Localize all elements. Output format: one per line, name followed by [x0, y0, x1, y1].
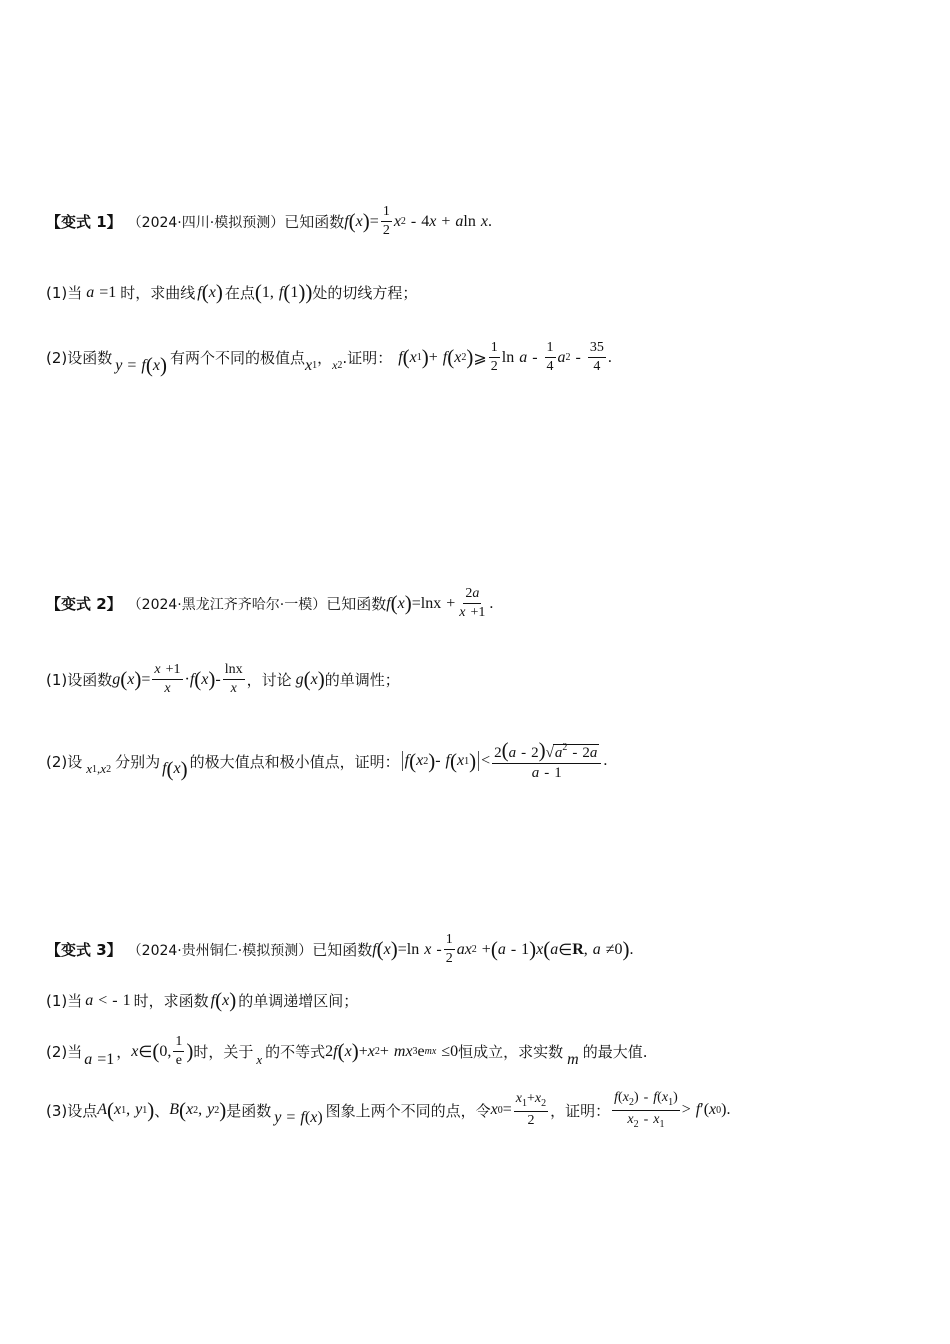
v3-q1-f: f ( x ): [210, 988, 237, 1012]
v1-q2-function: y = f ( x ): [115, 353, 167, 378]
variant-1-function-formula: f ( x ) = $\frac{1}{2}$ x 2 - 4 x + a ln x .: [344, 204, 492, 239]
variant-1-stem: 已知函数: [284, 213, 345, 232]
v3-q3-x0: x 0 = $\frac{x_1+x_2}{2}$: [490, 1091, 547, 1128]
v3-q1-condition: a < - 1: [85, 991, 131, 1009]
v1-q1-tail: 处的切线方程；: [312, 284, 418, 302]
v2-q1-g: g ( x ): [295, 667, 325, 692]
variant-1-question-2: [46, 340, 920, 378]
variant-1-header: [46, 204, 920, 239]
variant-2-question-2: [46, 740, 920, 783]
v2-q1-tail: 的单调性；: [324, 671, 400, 690]
v3-q3-text2: 图象上两个不同的点，令: [325, 1101, 491, 1120]
v2-q1-label: (1)设函数: [46, 671, 113, 690]
v3-q3-inequality: $\frac{f(x_2) - f(x_1)}{x_2 - x_1}$ > f ′( x 0 ).: [614, 1090, 731, 1130]
v3-q3-text1: 是函数: [226, 1101, 272, 1120]
v1-q1-label: (1)当: [46, 284, 83, 302]
v3-q2-inequality: 2 f ( x ) + x 2 + mx 3 e mx ≤0: [325, 1039, 459, 1064]
variant-2-header: [46, 586, 920, 621]
v1-q2-x1: x 1: [304, 356, 318, 374]
v3-q2-text1: 时，关于: [193, 1043, 254, 1062]
v3-q2-x: x: [256, 1051, 263, 1067]
v2-q2-points: x 1 , x 2: [86, 761, 112, 777]
v3-q3-point-b: B ( x 2 , y 2 ): [169, 1097, 227, 1122]
v1-q2-x2: x 2: [332, 358, 343, 373]
v3-q1-label: (1)当: [46, 992, 83, 1010]
v2-q2-label: (2)设: [46, 752, 83, 771]
v3-q2-tail: 的最大值.: [582, 1043, 648, 1062]
v1-q1-at-point: 在点: [224, 284, 255, 302]
v3-q2-label: (2)当: [46, 1043, 83, 1062]
v2-q2-inequality: f ( x 2 ) - f ( x 1 ) < $\frac{2(a - 2)√a^2 - 2a}{a - 1}$ .: [400, 740, 608, 783]
variant-1-question-1: [46, 282, 920, 303]
v1-q1-point: ( 1, f ( 1 )): [254, 280, 313, 304]
v3-q2-m: m: [567, 1050, 579, 1068]
variant-1-tag: 【变式 1】: [46, 213, 122, 232]
v3-q3-function: y = f ( x ): [274, 1109, 323, 1126]
variant-2-tag: 【变式 2】: [46, 595, 122, 614]
v3-q2-a: a =1: [84, 1050, 115, 1068]
v2-q2-f: f ( x ): [162, 756, 188, 781]
v3-q3-sep: 、: [154, 1101, 170, 1120]
v1-q2-text: 有两个不同的极值点: [169, 349, 305, 368]
variant-1-source: （2024·四川·模拟预测）: [127, 214, 285, 231]
v1-q2-comma: ，: [317, 349, 333, 368]
v3-q2-interval: x ∈ ( 0, $\frac{1}{e}$ ): [131, 1034, 194, 1069]
v2-q1-formula: g ( x ) = $\frac{x +1}{x}$ · f ( x ) - $\frac{\ln x}{x}$: [112, 662, 243, 697]
v1-q2-prove: .证明：: [342, 349, 393, 368]
variant-2-function-formula: f ( x ) =lnx + $\frac{2a}{x +1}$ .: [386, 586, 494, 621]
v3-q3-text3: ，证明：: [550, 1101, 611, 1120]
v1-q2-inequality: f ( x 1 ) + f ( x 2 ) ⩾ $\frac{1}{2}$ ln a - $\frac{1}{4}$ a 2 - $\frac{35}{4}$ .: [398, 340, 612, 375]
v2-q2-text1: 分别为: [115, 752, 161, 771]
variant-3-source: （2024·贵州铜仁·模拟预测）: [127, 942, 313, 959]
variant-2-source: （2024·黑龙江齐齐哈尔·一模）: [127, 596, 327, 613]
v3-q2-text3: 恒成立，求实数: [458, 1043, 564, 1062]
v2-q1-text: ，讨论: [246, 671, 292, 690]
variant-3-stem: 已知函数: [312, 941, 373, 960]
v2-q2-text2: 的极大值点和极小值点，证明：: [189, 752, 400, 771]
variant-2-stem: 已知函数: [326, 595, 387, 614]
v3-q1-text: 时，求函数: [133, 992, 209, 1010]
v3-q1-tail: 的单调递增区间；: [238, 992, 359, 1010]
v1-q1-curve: f ( x ): [197, 280, 223, 304]
v1-q1-condition: a =1: [86, 283, 117, 301]
v3-q3-label: (3)设点: [46, 1101, 98, 1120]
variant-3-question-3: [46, 1090, 920, 1130]
v1-q1-text: 时，求曲线: [120, 284, 196, 302]
v3-q2-comma: ，: [116, 1043, 132, 1062]
variant-3-tag: 【变式 3】: [46, 941, 122, 960]
variant-3-function-formula: f ( x ) =ln x - $\frac{1}{2}$ ax 2 + ( a - 1 ) x ( a ∈ R , a ≠0 ) .: [372, 932, 634, 967]
variant-3-header: [46, 932, 920, 967]
v1-q2-label: (2)设函数: [46, 349, 113, 368]
variant-3-question-1: [46, 990, 920, 1011]
variant-2-question-1: [46, 662, 920, 697]
variant-3-question-2: [46, 1034, 920, 1069]
v3-q3-point-a: A ( x 1 , y 1 ): [97, 1097, 155, 1122]
v3-q2-text2: 的不等式: [265, 1043, 326, 1062]
